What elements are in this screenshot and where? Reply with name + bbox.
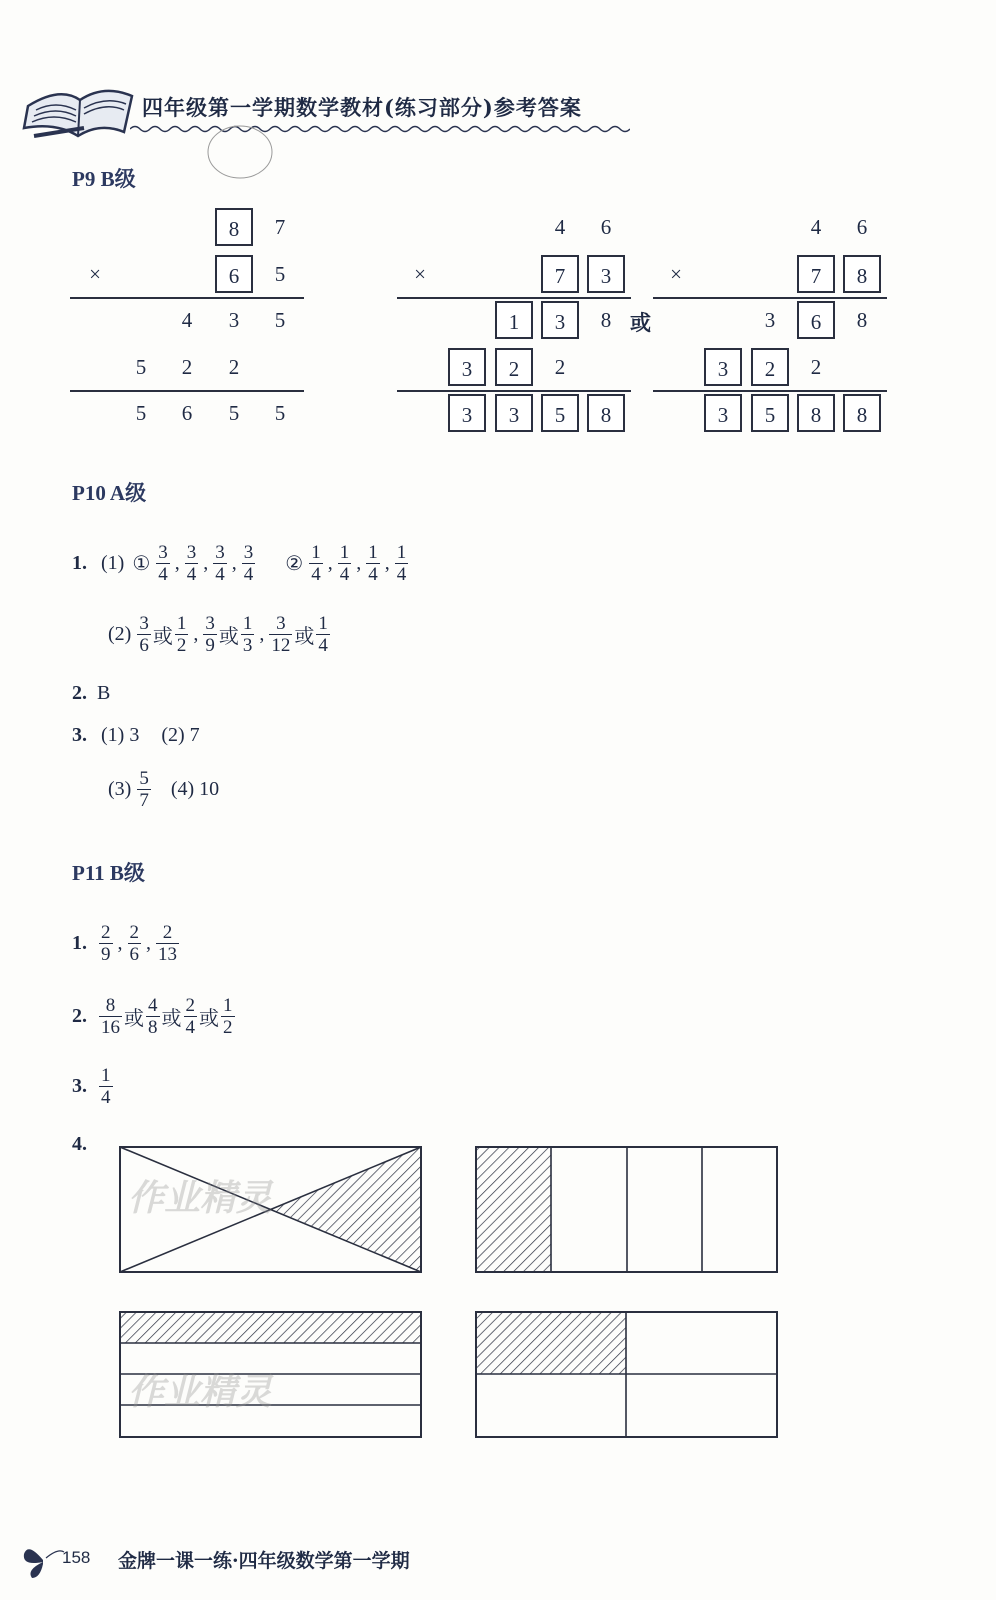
- digit-box: 3: [448, 348, 486, 386]
- fraction: $\frac{1}{4}$: [396, 542, 407, 585]
- fraction: $\frac{1}{3}$: [242, 613, 253, 656]
- times-sign: ×: [670, 262, 682, 286]
- fraction: $\frac{3}{4}$: [243, 542, 254, 585]
- page-number: 158: [62, 1548, 91, 1567]
- p11-question-3: [72, 1065, 115, 1108]
- digit: 8: [600, 308, 612, 332]
- digit: 2: [228, 355, 240, 379]
- digit: 8: [856, 308, 868, 332]
- stamp-icon: [205, 122, 275, 182]
- fraction: $\frac{1}{4}$: [318, 613, 328, 656]
- digit-box: 3: [541, 301, 579, 339]
- fraction: $\frac{4}{8}$: [148, 995, 158, 1038]
- digit: 2: [810, 355, 822, 379]
- digit: 4: [181, 308, 193, 332]
- question-number: 1.: [72, 932, 87, 954]
- part-label: (3): [108, 778, 132, 800]
- digit-box: 3: [704, 394, 742, 432]
- p10-question-3-line2: [104, 768, 223, 811]
- fraction: $\frac{3}{9}$: [205, 613, 215, 656]
- or-text: 或: [294, 626, 315, 648]
- digit: 5: [274, 401, 286, 425]
- digit: 2: [554, 355, 566, 379]
- p11-question-1: 1. $\frac{2}{9}$ , $\frac{2}{6}$ , $\frac{2}{13}$: [72, 922, 177, 965]
- digit: 5: [228, 401, 240, 425]
- fraction: $\frac{3}{4}$: [215, 542, 225, 585]
- circle-number: ②: [285, 553, 304, 575]
- fraction: $\frac{1}{2}$: [176, 613, 187, 656]
- fraction: $\frac{1}{4}$: [101, 1065, 111, 1108]
- digit-box: 3: [495, 394, 533, 432]
- digit: 3: [228, 308, 240, 332]
- or-text: 或: [630, 310, 651, 335]
- digit-box: 3: [448, 394, 486, 432]
- fraction: $\frac{1}{4}$: [339, 542, 350, 585]
- digit-box: 2: [751, 348, 789, 386]
- answer: (1) 3: [101, 724, 140, 746]
- fraction: $\frac{3}{12}$: [271, 613, 291, 656]
- digit: 6: [181, 401, 193, 425]
- digit: 3: [764, 308, 776, 332]
- fraction: $\frac{2}{6}$: [129, 922, 139, 965]
- diagram-vertical-quarters: [476, 1147, 777, 1272]
- p11-question-2: [72, 995, 237, 1038]
- diagram-grid-quarters: [476, 1312, 777, 1437]
- answer: (4) 10: [170, 778, 220, 800]
- digit-box: 3: [587, 255, 625, 293]
- p10-question-1-part2: (2) $\frac{3}{6}$ 或 $\frac{1}{2}$ , $\frac{3}{9}$ 或 $\frac{1}{3}$ , $\frac{3}{12}$ 或 $\frac{1}{4}$: [108, 613, 328, 656]
- fraction: $\frac{3}{6}$: [139, 613, 149, 656]
- watermark: 作业精灵: [128, 1372, 273, 1413]
- question-number: 2.: [72, 682, 87, 704]
- digit-box: 7: [541, 255, 579, 293]
- digit: 4: [810, 215, 822, 239]
- p10-question-3: [72, 724, 204, 747]
- or-text: 或: [161, 1008, 182, 1030]
- fraction: $\frac{2}{4}$: [185, 995, 195, 1038]
- times-sign: ×: [414, 262, 426, 286]
- fraction: $\frac{8}{16}$: [101, 995, 120, 1038]
- butterfly-icon: [20, 1540, 66, 1580]
- rule-line: [70, 390, 304, 392]
- section-label-p9: P9 B级: [72, 167, 136, 191]
- digit: 6: [600, 215, 612, 239]
- question-number: 2.: [72, 1005, 87, 1027]
- times-sign: ×: [89, 262, 101, 286]
- rule-line: [653, 390, 887, 392]
- or-text: 或: [199, 1008, 219, 1030]
- digit-box: 6: [215, 255, 253, 293]
- or-text: 或: [218, 626, 239, 648]
- or-text: 或: [152, 626, 173, 648]
- question-number: 4.: [72, 1133, 87, 1155]
- header-title: 四年级第一学期数学教材(练习部分)参考答案: [142, 95, 582, 120]
- digit-box: 1: [495, 301, 533, 339]
- fraction: $\frac{2}{9}$: [101, 922, 111, 965]
- digit: 6: [856, 215, 868, 239]
- digit-box: 8: [215, 208, 253, 246]
- fraction: $\frac{1}{2}$: [223, 995, 233, 1038]
- section-label-p11: P11 B级: [72, 861, 145, 885]
- fraction: $\frac{2}{13}$: [158, 922, 177, 965]
- digit-box: 8: [587, 394, 625, 432]
- p10-question-2: [72, 682, 110, 705]
- question-number: 3.: [72, 1075, 87, 1097]
- fraction: $\frac{5}{7}$: [139, 768, 149, 811]
- digit: 5: [274, 262, 286, 286]
- digit: 5: [135, 401, 147, 425]
- digit-box: 5: [541, 394, 579, 432]
- digit: 5: [135, 355, 147, 379]
- section-label-p10: P10 A级: [72, 481, 147, 505]
- rule-line: [653, 297, 887, 299]
- watermark: 作业精灵: [128, 1178, 273, 1219]
- digit: 4: [554, 215, 566, 239]
- digit-box: 6: [797, 301, 835, 339]
- digit-box: 3: [704, 348, 742, 386]
- footer-book-title: 金牌一课一练·四年级数学第一学期: [118, 1550, 410, 1572]
- question-number: 1.: [72, 552, 87, 574]
- digit: 7: [274, 215, 286, 239]
- fraction: $\frac{3}{4}$: [186, 542, 197, 585]
- digit: 5: [274, 308, 286, 332]
- answer: B: [97, 682, 111, 704]
- question-number: 3.: [72, 724, 87, 746]
- digit-box: 8: [843, 255, 881, 293]
- rule-line: [70, 297, 304, 299]
- p10-question-1-part1: 1. (1) ① $\frac{3}{4}$ , $\frac{3}{4}$ , $\frac{3}{4}$ , $\frac{3}{4}$ ② $\frac{1}{4}$ , $\frac{1}{4}$ , $\frac{1}{4}$ , $\frac{1}{4}$: [72, 542, 407, 585]
- digit: 2: [181, 355, 193, 379]
- answer: (2) 7: [161, 724, 200, 746]
- digit-box: 8: [843, 394, 881, 432]
- digit-box: 2: [495, 348, 533, 386]
- part-label: (1): [101, 552, 125, 574]
- digit-box: 7: [797, 255, 835, 293]
- rule-line: [397, 390, 631, 392]
- rule-line: [397, 297, 631, 299]
- digit-box: 8: [797, 394, 835, 432]
- fraction: $\frac{3}{4}$: [158, 542, 168, 585]
- fraction: $\frac{1}{4}$: [368, 542, 378, 585]
- fraction: $\frac{1}{4}$: [311, 542, 321, 585]
- book-icon: [20, 66, 140, 146]
- part-label: (2): [108, 623, 132, 645]
- p11-question-4: [72, 1133, 97, 1156]
- digit-box: 5: [751, 394, 789, 432]
- or-text: 或: [124, 1008, 144, 1030]
- circle-number: ①: [132, 553, 151, 575]
